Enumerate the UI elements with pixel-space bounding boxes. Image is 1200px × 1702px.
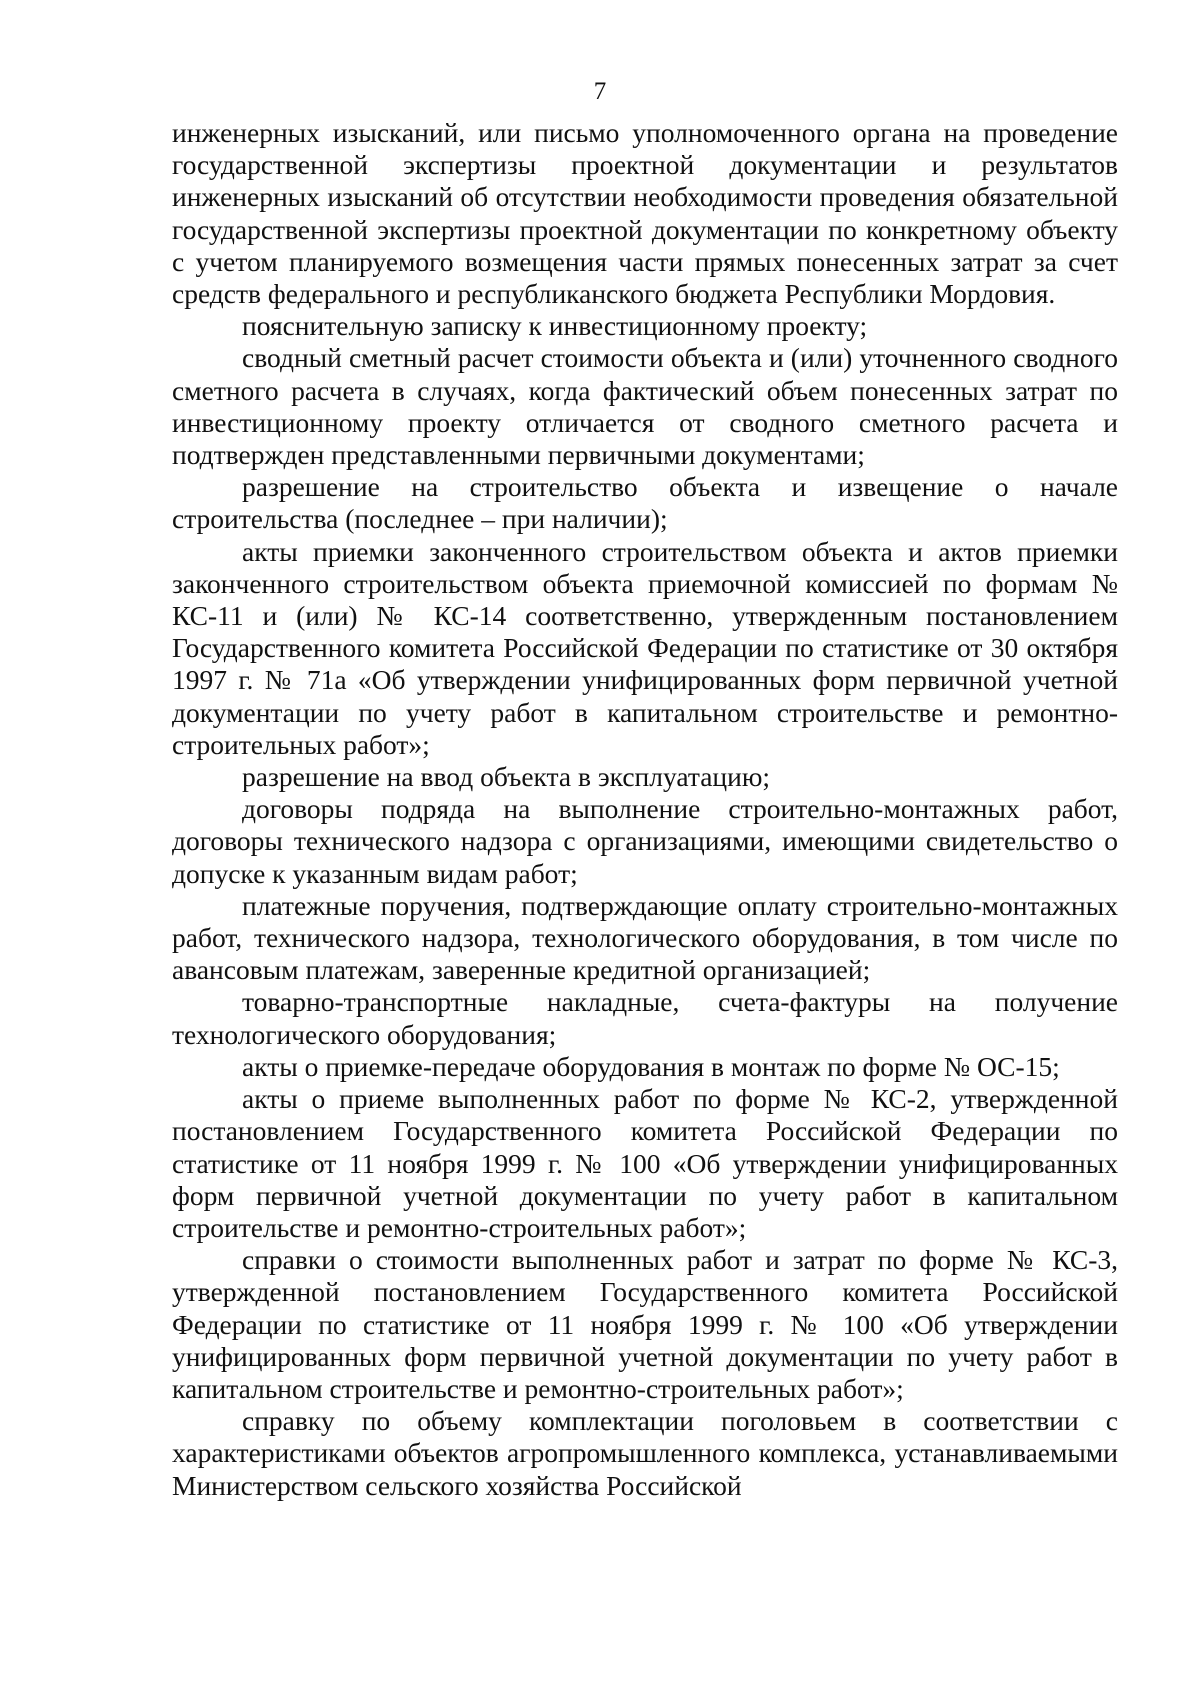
paragraph: сводный сметный расчет стоимости объекта и (или) уточненного сводного сметного расчета в случаях, когда фактический объем понесенных затрат по инвестиционному проекту отличается от сводного сметного расчета и подтвержден представленными первичными документами; bbox=[172, 342, 1118, 471]
paragraph: разрешение на строительство объекта и извещение о начале строительства (последнее – при наличии); bbox=[172, 471, 1118, 535]
paragraph-continuation: инженерных изысканий, или письмо уполномоченного органа на проведение государственной экспертизы проектной документации и результатов инженерных изысканий об отсутствии необходимости проведения обязательной государственной экспертизы проектной документации по конкретному объекту с учетом планируемого возмещения части прямых понесенных затрат за счет средств федерального и республиканского бюджета Республики Мордовия. bbox=[172, 117, 1118, 310]
paragraph: договоры подряда на выполнение строительно-монтажных работ, договоры технического надзора с организациями, имеющими свидетельство о допуске к указанным видам работ; bbox=[172, 793, 1118, 889]
paragraph: справку по объему комплектации поголовьем в соответствии с характеристиками объектов агропромышленного комплекса, устанавливаемыми Министерством сельского хозяйства Российской bbox=[172, 1405, 1118, 1501]
paragraph: акты приемки законченного строительством объекта и актов приемки законченного строительством объекта приемочной комиссией по формам № КС-11 и (или) № КС-14 соответственно, утвержденным постановлением Государственного комитета Российской Федерации по статистике от 30 октября 1997 г. № 71а «Об утверждении унифицированных форм первичной учетной документации по учету работ в капитальном строительстве и ремонтно-строительных работ»; bbox=[172, 535, 1118, 760]
paragraph: справки о стоимости выполненных работ и затрат по форме № КС-3, утвержденной постановлением Государственного комитета Российской Федерации по статистике от 11 ноября 1999 г. № 100 «Об утверждении унифицированных форм первичной учетной документации по учету работ в капитальном строительстве и ремонтно-строительных работ»; bbox=[172, 1244, 1118, 1404]
document-body bbox=[172, 117, 1118, 1502]
paragraph: акты о приемке-передаче оборудования в монтаж по форме № ОС-15; bbox=[242, 1050, 1060, 1082]
page-number: 7 bbox=[593, 78, 607, 105]
paragraph: пояснительную записку к инвестиционному проекту; bbox=[242, 310, 868, 342]
paragraph: разрешение на ввод объекта в эксплуатацию; bbox=[242, 761, 771, 793]
paragraph: акты о приеме выполненных работ по форме № КС-2, утвержденной постановлением Государственного комитета Российской Федерации по статистике от 11 ноября 1999 г. № 100 «Об утверждении унифицированных форм первичной учетной документации по учету работ в капитальном строительстве и ремонтно-строительных работ»; bbox=[172, 1083, 1118, 1243]
paragraph: товарно-транспортные накладные, счета-фактуры на получение технологического оборудования; bbox=[172, 986, 1118, 1050]
paragraph: платежные поручения, подтверждающие оплату строительно-монтажных работ, технического надзора, технологического оборудования, в том числе по авансовым платежам, заверенные кредитной организацией; bbox=[172, 889, 1118, 986]
